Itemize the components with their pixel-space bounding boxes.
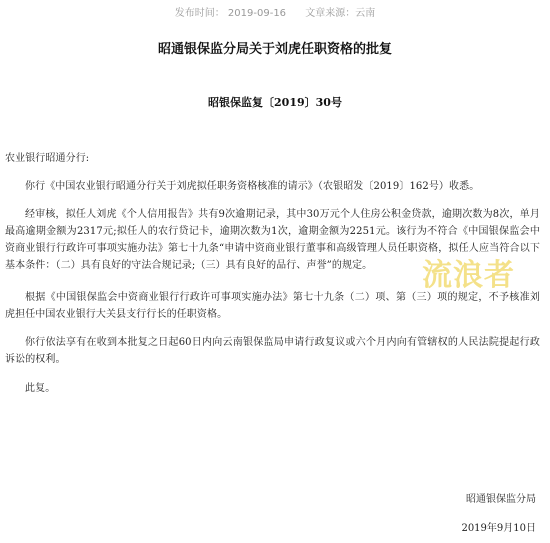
document-title: 昭通银保监分局关于刘虎任职资格的批复 xyxy=(157,42,392,57)
document-date: 2019年9月10日 xyxy=(461,523,536,534)
paragraph-closing: 此复。 xyxy=(25,383,56,394)
paragraph-request: 你行《中国农业银行昭通分行关于刘虎拟任职务资格核准的请示》（农银昭发〔2019〕162号）收悉。 xyxy=(25,181,480,192)
watermark: 流浪者 xyxy=(422,258,515,293)
article-meta xyxy=(0,4,550,19)
signature: 昭通银保监分局 xyxy=(466,494,536,505)
document-number: 昭银保监复〔2019〕30号 xyxy=(208,96,342,109)
publish-time: 发布时间： 2019-09-16 xyxy=(174,8,287,19)
paragraph-decision: 根据《中国银保监会中资商业银行行政许可事项实施办法》第七十九条（二）项、第（三）项的规定，不予核准刘虎担任中国农业银行大关县支行行长的任职资格。 xyxy=(5,292,540,320)
article-source: 文章来源：云南 xyxy=(305,8,376,19)
addressee: 农业银行昭通分行: xyxy=(5,153,90,164)
paragraph-rights: 你行依法享有在收到本批复之日起60日内向云南银保监局申请行政复议或六个月内向有管辖权的人民法院提起行政诉讼的权利。 xyxy=(5,337,540,365)
paragraph-review: 经审核，拟任人刘虎《个人信用报告》共有9次逾期记录，其中30万元个人住房公积金贷款，逾期次数为8次，单月最高逾期金额为2317元;拟任人的农行贷记卡，逾期次数为1次，逾期金额为2251元。该行为不符合《中国银保监会中资商业银行行政许可事项实施办法》第七十九条“申请中资商业银行董事和高级管理人员任职资格，拟任人应当符合以下基本条件：（二）具有良好的守法合规记录;（三）具有良好的品行、声誉”的规定。 xyxy=(5,209,540,271)
